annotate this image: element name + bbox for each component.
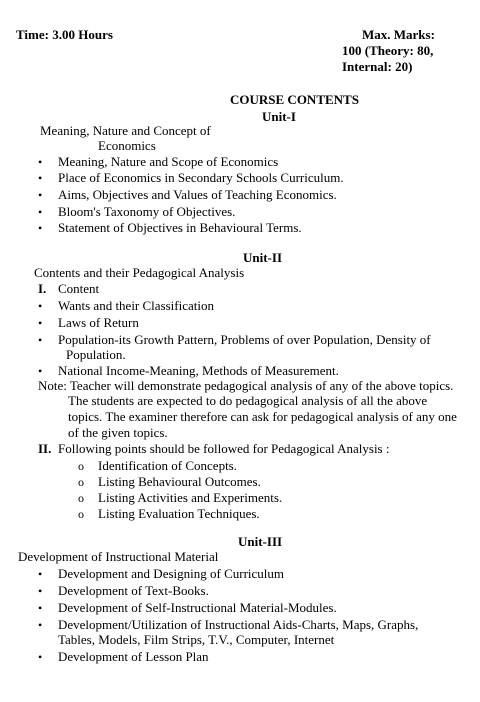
circle-bullet-icon: o — [78, 507, 84, 521]
bullet-icon: • — [38, 316, 43, 330]
bullet-icon: • — [38, 205, 43, 219]
bullet-icon: • — [38, 171, 43, 185]
list-item: Development/Utilization of Instructional Aids-Charts, Maps, Graphs, — [58, 617, 419, 632]
unit-3-title: Unit-III — [238, 534, 283, 549]
max-marks-internal: Internal: 20) — [342, 59, 413, 74]
circle-bullet-icon: o — [78, 475, 84, 489]
section-label: Content — [58, 281, 100, 296]
bullet-icon: • — [38, 584, 43, 598]
section-marker: I. — [38, 281, 47, 296]
bullet-icon: • — [38, 601, 43, 615]
max-marks-theory: 100 (Theory: 80, — [342, 43, 434, 58]
section-marker: II. — [38, 441, 52, 456]
unit-2-intro: Contents and their Pedagogical Analysis — [34, 265, 245, 280]
unit-2-title: Unit-II — [243, 250, 283, 265]
list-item: Wants and their Classification — [58, 298, 214, 313]
sub-item: Listing Behavioural Outcomes. — [98, 474, 261, 489]
list-item-cont: Tables, Models, Film Strips, T.V., Computer, Internet — [58, 632, 335, 647]
bullet-icon: • — [38, 299, 43, 313]
unit-1-intro: Meaning, Nature and Concept of — [40, 123, 211, 138]
bullet-icon: • — [38, 567, 43, 581]
list-item: Place of Economics in Secondary Schools Curriculum. — [58, 170, 344, 185]
list-item: Development and Designing of Curriculum — [58, 566, 285, 581]
list-item: Aims, Objectives and Values of Teaching Economics. — [58, 187, 337, 202]
list-item: National Income-Meaning, Methods of Measurement. — [58, 363, 339, 378]
bullet-icon: • — [38, 618, 43, 632]
list-item: Development of Text-Books. — [58, 583, 209, 598]
unit-3-intro: Development of Instructional Material — [18, 549, 219, 564]
unit-1-intro-cont: Economics — [98, 138, 156, 153]
sub-item: Listing Evaluation Techniques. — [98, 506, 260, 521]
course-contents-title: COURSE CONTENTS — [230, 92, 359, 107]
bullet-icon: • — [38, 650, 43, 664]
list-item-cont: Population. — [66, 347, 126, 362]
list-item: Meaning, Nature and Scope of Economics — [58, 154, 279, 169]
note-line: The students are expected to do pedagogical analysis of all the above — [68, 393, 428, 408]
note-line: of the given topics. — [68, 425, 168, 440]
list-item: Bloom's Taxonomy of Objectives. — [58, 204, 236, 219]
bullet-icon: • — [38, 155, 43, 169]
max-marks-label: Max. Marks: — [362, 27, 435, 42]
section-label: Following points should be followed for Pedagogical Analysis : — [58, 441, 390, 456]
note-line: topics. The examiner therefore can ask for pedagogical analysis of any one — [68, 409, 457, 424]
circle-bullet-icon: o — [78, 491, 84, 505]
sub-item: Listing Activities and Experiments. — [98, 490, 283, 505]
time-label: Time: 3.00 Hours — [16, 27, 113, 42]
list-item: Development of Lesson Plan — [58, 649, 209, 664]
unit-1-title: Unit-I — [262, 109, 296, 124]
list-item: Statement of Objectives in Behavioural Terms. — [58, 220, 302, 235]
bullet-icon: • — [38, 221, 43, 235]
bullet-icon: • — [38, 333, 43, 347]
sub-item: Identification of Concepts. — [98, 458, 237, 473]
bullet-icon: • — [38, 364, 43, 378]
circle-bullet-icon: o — [78, 459, 84, 473]
bullet-icon: • — [38, 188, 43, 202]
list-item: Population-its Growth Pattern, Problems of over Population, Density of — [58, 332, 431, 347]
list-item: Development of Self-Instructional Material-Modules. — [58, 600, 337, 615]
list-item: Laws of Return — [58, 315, 139, 330]
note-line: Note: Teacher will demonstrate pedagogical analysis of any of the above topics. — [38, 378, 454, 393]
